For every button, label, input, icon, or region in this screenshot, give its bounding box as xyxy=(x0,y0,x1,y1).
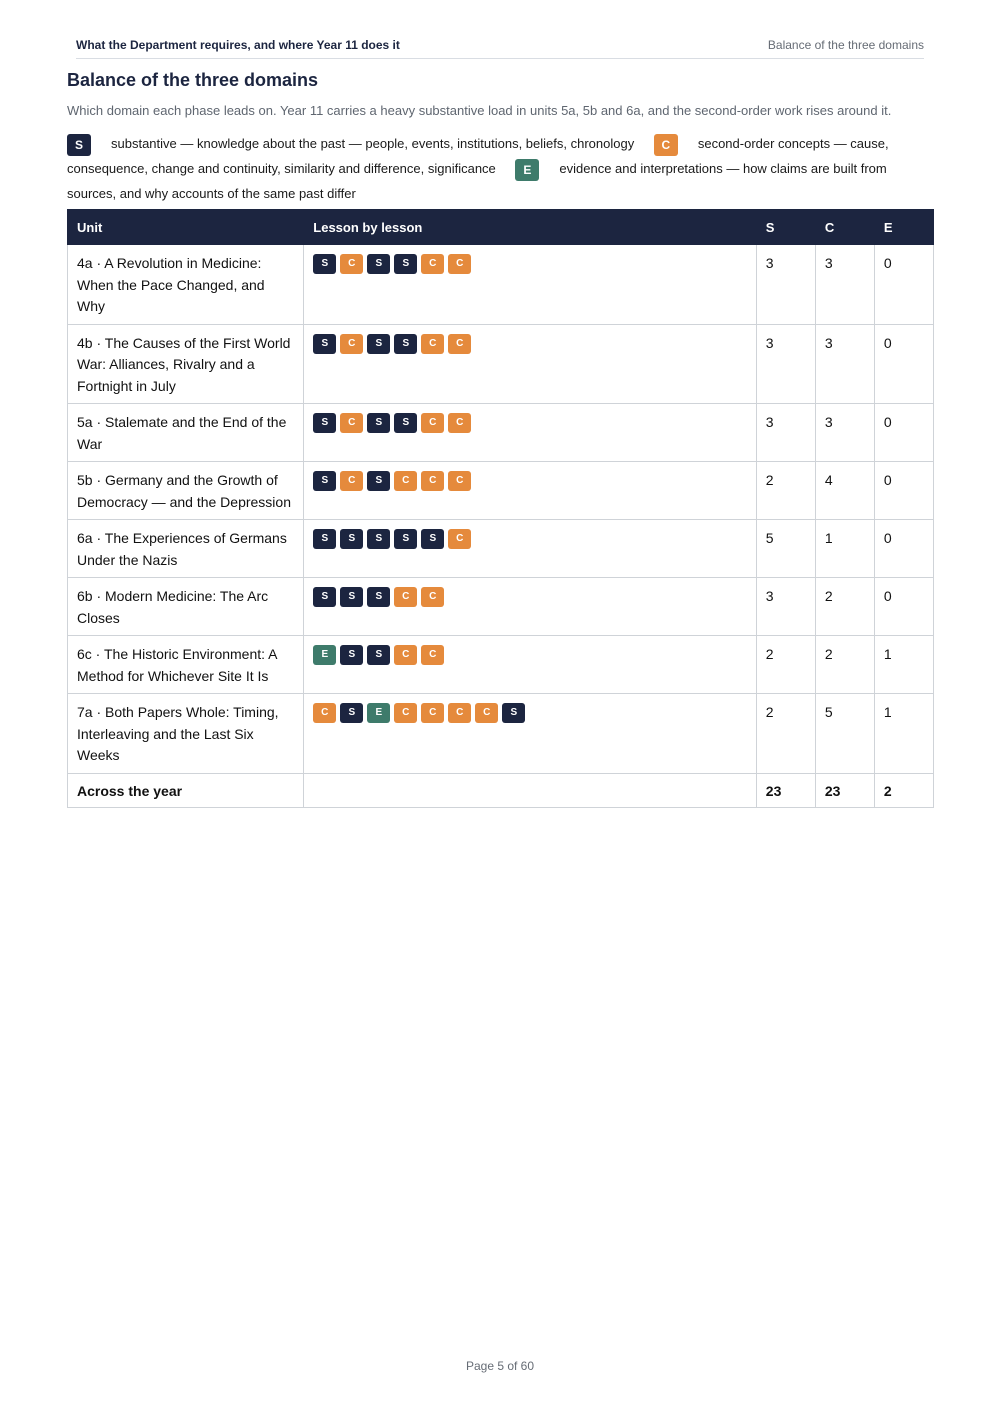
total-c: 23 xyxy=(815,773,874,808)
lesson-sequence-cell xyxy=(304,578,757,636)
count-c: 3 xyxy=(815,324,874,404)
table-row xyxy=(68,324,934,404)
unit-title: 6b · Modern Medicine: The Arc Closes xyxy=(68,578,304,636)
lesson-chip-concepts: C xyxy=(421,645,444,665)
lesson-sequence-cell xyxy=(304,694,757,774)
lesson-sequence xyxy=(313,253,747,274)
lesson-chip-concepts: C xyxy=(394,471,417,491)
count-e: 1 xyxy=(874,694,933,774)
unit-title: 4b · The Causes of the First World War: Alliances, Rivalry and a Fortnight in July xyxy=(68,324,304,404)
lesson-chip-substantive: S xyxy=(394,334,417,354)
header-e: E xyxy=(874,210,933,245)
table-row xyxy=(68,404,934,462)
legend-text-evidence: evidence and interpretations — how claims are built from sources, and why accounts of the same past differ xyxy=(67,161,887,201)
running-header-left: What the Department requires, and where Year 11 does it xyxy=(76,38,400,52)
lesson-sequence-cell xyxy=(304,404,757,462)
header-unit: Unit xyxy=(68,210,304,245)
lesson-chip-substantive: S xyxy=(394,529,417,549)
legend-chip-concepts: C xyxy=(654,134,678,156)
count-s: 3 xyxy=(756,404,815,462)
count-s: 3 xyxy=(756,245,815,325)
count-s: 3 xyxy=(756,578,815,636)
legend-text-concepts: second-order concepts — cause, consequence, change and continuity, similarity and difference, significance xyxy=(67,136,889,176)
lesson-sequence xyxy=(313,470,747,491)
lesson-sequence-cell xyxy=(304,636,757,694)
running-header-right: Balance of the three domains xyxy=(767,38,924,52)
count-e: 0 xyxy=(874,404,933,462)
lesson-sequence xyxy=(313,528,747,549)
table-row xyxy=(68,462,934,520)
lesson-chip-concepts: C xyxy=(340,413,363,433)
domain-balance-table xyxy=(67,209,934,808)
legend-text-substantive: substantive — knowledge about the past — people, events, institutions, beliefs, chronology xyxy=(111,136,635,151)
count-e: 0 xyxy=(874,462,933,520)
lesson-sequence-cell xyxy=(304,245,757,325)
count-c: 4 xyxy=(815,462,874,520)
lesson-chip-concepts: C xyxy=(448,413,471,433)
header-c: C xyxy=(815,210,874,245)
total-lessons-cell xyxy=(304,773,757,808)
count-c: 1 xyxy=(815,520,874,578)
lesson-sequence xyxy=(313,412,747,433)
lesson-chip-substantive: S xyxy=(367,334,390,354)
lesson-sequence-cell xyxy=(304,324,757,404)
count-e: 0 xyxy=(874,245,933,325)
lesson-chip-substantive: S xyxy=(340,645,363,665)
count-e: 0 xyxy=(874,520,933,578)
lesson-sequence xyxy=(313,333,747,354)
lesson-chip-concepts: C xyxy=(340,471,363,491)
table-row xyxy=(68,694,934,774)
lesson-chip-substantive: S xyxy=(367,254,390,274)
section-title: Balance of the three domains xyxy=(67,70,319,90)
lesson-chip-evidence: E xyxy=(313,645,336,665)
lesson-chip-substantive: S xyxy=(367,529,390,549)
lesson-chip-concepts: C xyxy=(448,334,471,354)
lesson-chip-concepts: C xyxy=(421,703,444,723)
lesson-sequence xyxy=(313,644,747,665)
lesson-chip-concepts: C xyxy=(475,703,498,723)
lesson-chip-substantive: S xyxy=(313,334,336,354)
lesson-chip-substantive: S xyxy=(367,413,390,433)
lesson-chip-substantive: S xyxy=(394,413,417,433)
lesson-chip-concepts: C xyxy=(448,529,471,549)
lesson-chip-substantive: S xyxy=(313,587,336,607)
lesson-chip-substantive: S xyxy=(313,413,336,433)
lesson-chip-concepts: C xyxy=(394,587,417,607)
unit-title: 6c · The Historic Environment: A Method for Whichever Site It Is xyxy=(68,636,304,694)
lesson-chip-substantive: S xyxy=(394,254,417,274)
total-label: Across the year xyxy=(68,773,304,808)
unit-title: 7a · Both Papers Whole: Timing, Interleaving and the Last Six Weeks xyxy=(68,694,304,774)
lesson-chip-concepts: C xyxy=(421,587,444,607)
count-c: 3 xyxy=(815,245,874,325)
lesson-chip-substantive: S xyxy=(340,587,363,607)
total-e: 2 xyxy=(874,773,933,808)
header-s: S xyxy=(756,210,815,245)
lesson-chip-substantive: S xyxy=(502,703,525,723)
lesson-chip-concepts: C xyxy=(448,254,471,274)
unit-title: 4a · A Revolution in Medicine: When the Pace Changed, and Why xyxy=(68,245,304,325)
table-body xyxy=(68,245,934,774)
count-s: 2 xyxy=(756,694,815,774)
total-row xyxy=(68,773,934,808)
count-s: 2 xyxy=(756,462,815,520)
lesson-chip-substantive: S xyxy=(313,471,336,491)
legend-chip-substantive: S xyxy=(67,134,91,156)
count-c: 5 xyxy=(815,694,874,774)
lesson-chip-concepts: C xyxy=(394,703,417,723)
count-c: 3 xyxy=(815,404,874,462)
unit-title: 5a · Stalemate and the End of the War xyxy=(68,404,304,462)
lesson-chip-substantive: S xyxy=(313,529,336,549)
legend-chip-evidence: E xyxy=(515,159,539,181)
page-number: Page 5 of 60 xyxy=(465,1359,535,1373)
lesson-sequence xyxy=(313,702,747,723)
table-header-row xyxy=(68,210,934,245)
table-row xyxy=(68,636,934,694)
lesson-chip-substantive: S xyxy=(367,471,390,491)
table-row xyxy=(68,578,934,636)
lesson-chip-concepts: C xyxy=(421,471,444,491)
section-intro: Which domain each phase leads on. Year 11 carries a heavy substantive load in units 5a, 5b and 6a, and the second-order work rises around it. xyxy=(67,103,892,118)
lesson-chip-concepts: C xyxy=(421,413,444,433)
header-lessons: Lesson by lesson xyxy=(304,210,757,245)
count-e: 1 xyxy=(874,636,933,694)
lesson-sequence xyxy=(313,586,747,607)
running-header xyxy=(76,38,924,59)
lesson-chip-concepts: C xyxy=(421,334,444,354)
lesson-chip-concepts: C xyxy=(313,703,336,723)
unit-title: 6a · The Experiences of Germans Under the Nazis xyxy=(68,520,304,578)
count-s: 5 xyxy=(756,520,815,578)
total-s: 23 xyxy=(756,773,815,808)
lesson-chip-concepts: C xyxy=(340,334,363,354)
lesson-sequence-cell xyxy=(304,462,757,520)
lesson-chip-substantive: S xyxy=(313,254,336,274)
lesson-chip-substantive: S xyxy=(367,645,390,665)
unit-title: 5b · Germany and the Growth of Democracy — and the Depression xyxy=(68,462,304,520)
lesson-chip-substantive: S xyxy=(340,703,363,723)
lesson-chip-concepts: C xyxy=(394,645,417,665)
lesson-chip-substantive: S xyxy=(340,529,363,549)
count-c: 2 xyxy=(815,578,874,636)
lesson-chip-concepts: C xyxy=(340,254,363,274)
lesson-chip-concepts: C xyxy=(448,703,471,723)
lesson-chip-concepts: C xyxy=(448,471,471,491)
count-e: 0 xyxy=(874,324,933,404)
count-s: 2 xyxy=(756,636,815,694)
lesson-chip-concepts: C xyxy=(421,254,444,274)
lesson-sequence-cell xyxy=(304,520,757,578)
count-c: 2 xyxy=(815,636,874,694)
table-row xyxy=(68,245,934,325)
table-row xyxy=(68,520,934,578)
count-e: 0 xyxy=(874,578,933,636)
domain-legend xyxy=(67,131,917,206)
lesson-chip-evidence: E xyxy=(367,703,390,723)
lesson-chip-substantive: S xyxy=(421,529,444,549)
count-s: 3 xyxy=(756,324,815,404)
lesson-chip-substantive: S xyxy=(367,587,390,607)
